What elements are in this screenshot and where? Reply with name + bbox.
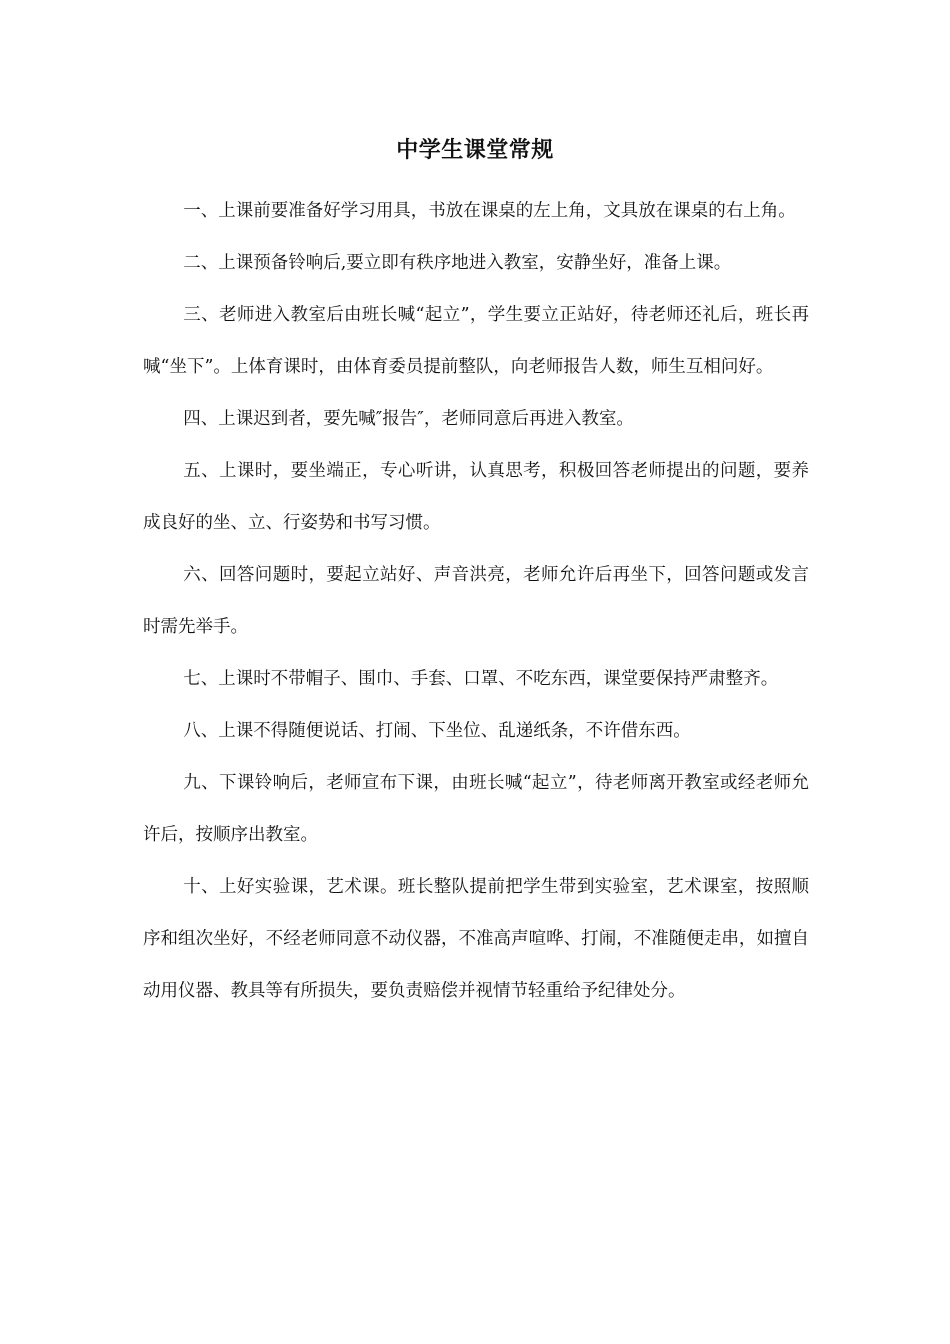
rule-paragraph-2: 二、上课预备铃响后,要立即有秩序地进入教室，安静坐好，准备上课。 — [183, 253, 732, 273]
rule-paragraph-7: 七、上课时不带帽子、围巾、手套、口罩、不吃东西，课堂要保持严肃整齐。 — [183, 669, 779, 689]
rule-paragraph-4: 四、上课迟到者，要先喊″报告″，老师同意后再进入教室。 — [183, 409, 634, 429]
rule-paragraph-5: 五、上课时，要坐端正，专心听讲，认真思考，积极回答老师提出的问题，要养成良好的坐、立、行姿势和书写习惯。 — [143, 461, 809, 533]
rule-paragraph-9: 九、下课铃响后，老师宣布下课，由班长喊“起立”，待老师离开教室或经老师允许后，按顺序出教室。 — [143, 773, 809, 845]
document-title: 中学生课堂常规 — [396, 137, 554, 163]
rule-paragraph-3: 三、老师进入教室后由班长喊“起立”，学生要立正站好，待老师还礼后，班长再喊“坐下”。上体育课时，由体育委员提前整队，向老师报告人数，师生互相问好。 — [143, 305, 809, 377]
rule-paragraph-10: 十、上好实验课，艺术课。班长整队提前把学生带到实验室，艺术课室，按照顺序和组次坐好，不经老师同意不动仪器，不准高声喧哗、打闹，不准随便走串，如擅自动用仪器、教具等有所损失，要负责赔偿并视情节轻重给予纪律处分。 — [143, 877, 809, 1001]
rule-paragraph-1: 一、上课前要准备好学习用具，书放在课桌的左上角，文具放在课桌的右上角。 — [183, 201, 796, 221]
rule-paragraph-8: 八、上课不得随便说话、打闹、下坐位、乱递纸条，不许借东西。 — [183, 721, 691, 741]
rule-paragraph-6: 六、回答问题时，要起立站好、声音洪亮，老师允许后再坐下，回答问题或发言时需先举手。 — [143, 565, 809, 637]
document-body — [143, 185, 809, 1017]
